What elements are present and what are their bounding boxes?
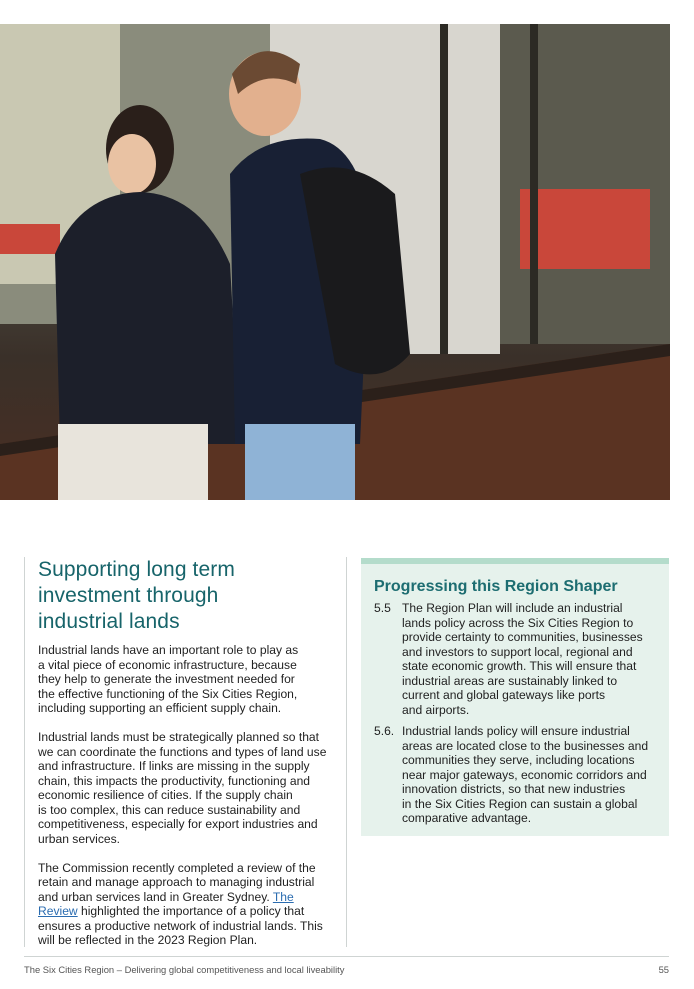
students-illustration — [0, 24, 670, 500]
footer-divider — [24, 956, 669, 957]
heading-line-1: Supporting long term — [38, 558, 235, 581]
item-number: 5.5 — [374, 601, 391, 615]
page-footer — [24, 964, 669, 975]
heading-line-3: industrial lands — [38, 610, 180, 633]
item-number: 5.6. — [374, 724, 395, 738]
page-number: 55 — [658, 964, 669, 975]
heading-line-2: investment through — [38, 584, 219, 607]
section-heading — [38, 557, 346, 635]
item-text: The Region Plan will include an industrial lands policy across the Six Cities Region to provide certainty to communities, businesses and investors to support local, regional and state economic growth. This will ensure that industrial areas are sustainably linked to current and global gateways like ports and airports. — [402, 601, 643, 717]
review-link[interactable]: The — [272, 889, 294, 904]
footer-title: The Six Cities Region – Delivering global competitiveness and local liveability — [24, 964, 345, 975]
paragraph-3: The Commission recently completed a review of the retain and manage approach to managing industrial and urban services land in Greater Sydney. The Review highlighted the importance of a policy that ensures a productive network of industrial lands. This will be reflected in the 2023 Region Plan. — [38, 860, 323, 947]
paragraph-2: Industrial lands must be strategically planned so that we can coordinate the functions and types of land use and infrastructure. If links are missing in the supply chain, this impacts the productivity, functioning and economic resilience of cities. If the supply chain is too complex, this can reduce sustainability and competitiveness, especially for export industries and urban services. — [38, 730, 327, 846]
hero-photo — [0, 24, 670, 500]
region-shaper-panel — [361, 558, 669, 836]
review-link-cont[interactable]: Review — [38, 904, 78, 918]
panel-title: Progressing this Region Shaper — [374, 578, 618, 595]
left-column — [24, 557, 347, 947]
list-item — [374, 724, 657, 826]
paragraph-1: Industrial lands have an important role to play as a vital piece of economic infrastructure, because they help to generate the investment needed for the effective functioning of the Six Cities Region, including supporting an efficient supply chain. — [38, 643, 299, 715]
item-text: Industrial lands policy will ensure industrial areas are located close to the businesses and communities they serve, including locations near major gateways, economic corridors and innovation districts, so that new industries in the Six Cities Region can sustain a global comparative advantage. — [402, 724, 649, 825]
list-item — [374, 601, 657, 717]
